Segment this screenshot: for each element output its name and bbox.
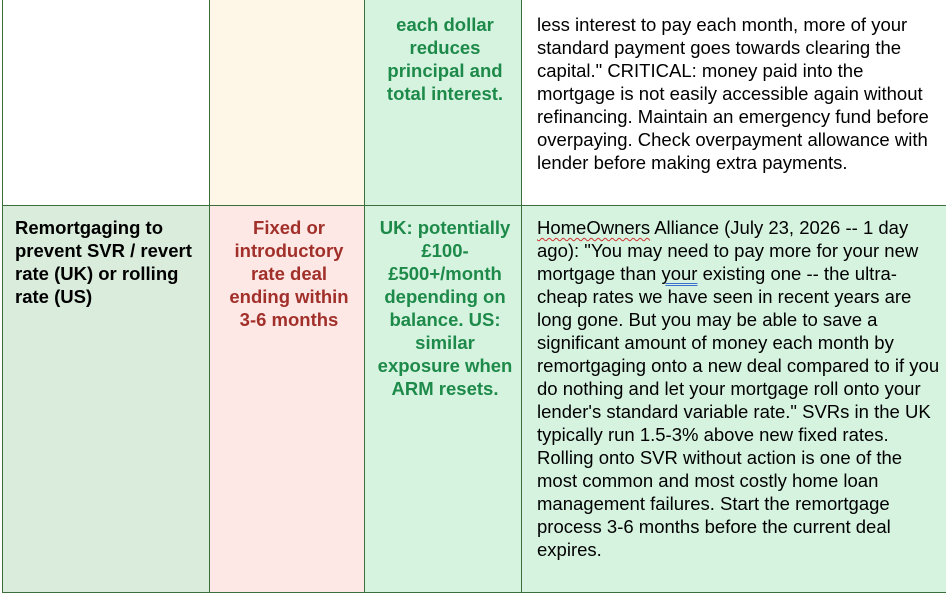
evidence-text: Alliance (July 23, 2026 -- 1 day ago): "You may need to pay more for your new mortgage than — [537, 217, 919, 284]
impact-cell: each dollar reduces principal and total interest. — [365, 0, 522, 206]
table-row — [3, 206, 946, 593]
evidence-cell: less interest to pay each month, more of your standard payment goes towards clearing the capital." CRITICAL: money paid into the mortgage is not easily accessible again without refinancing. Maintain an emergency fund before overpaying. Check overpayment allowance with lender before making extra payments. — [522, 0, 946, 206]
trigger-cell: Fixed or introductory rate deal ending within 3-6 months — [210, 206, 365, 593]
evidence-text: existing one -- the ultra-cheap rates we have seen in recent years are long gone. But you may be able to save a significant amount of money each month by remortgaging onto a new deal compared to if you do nothing and let your mortgage roll onto your lender's standard variable rate." SVRs in the UK typically run 1.5-3% above new fixed rates. Rolling onto SVR without action is one of the most common and most costly home loan management failures. Start the remortgage process 3-6 months before the current deal expires. — [537, 263, 940, 560]
evidence-cell — [522, 206, 946, 593]
trigger-cell — [210, 0, 365, 206]
impact-cell: UK: potentially £100-£500+/month depending on balance. US: similar exposure when ARM resets. — [365, 206, 522, 593]
table-row — [3, 0, 946, 206]
grammar-flagged-word[interactable]: your — [661, 263, 698, 284]
mortgage-strategy-table — [2, 0, 946, 593]
spellcheck-flagged-word[interactable]: HomeOwners — [537, 217, 651, 238]
category-cell: Remortgaging to prevent SVR / revert rate (UK) or rolling rate (US) — [3, 206, 210, 593]
category-cell — [3, 0, 210, 206]
